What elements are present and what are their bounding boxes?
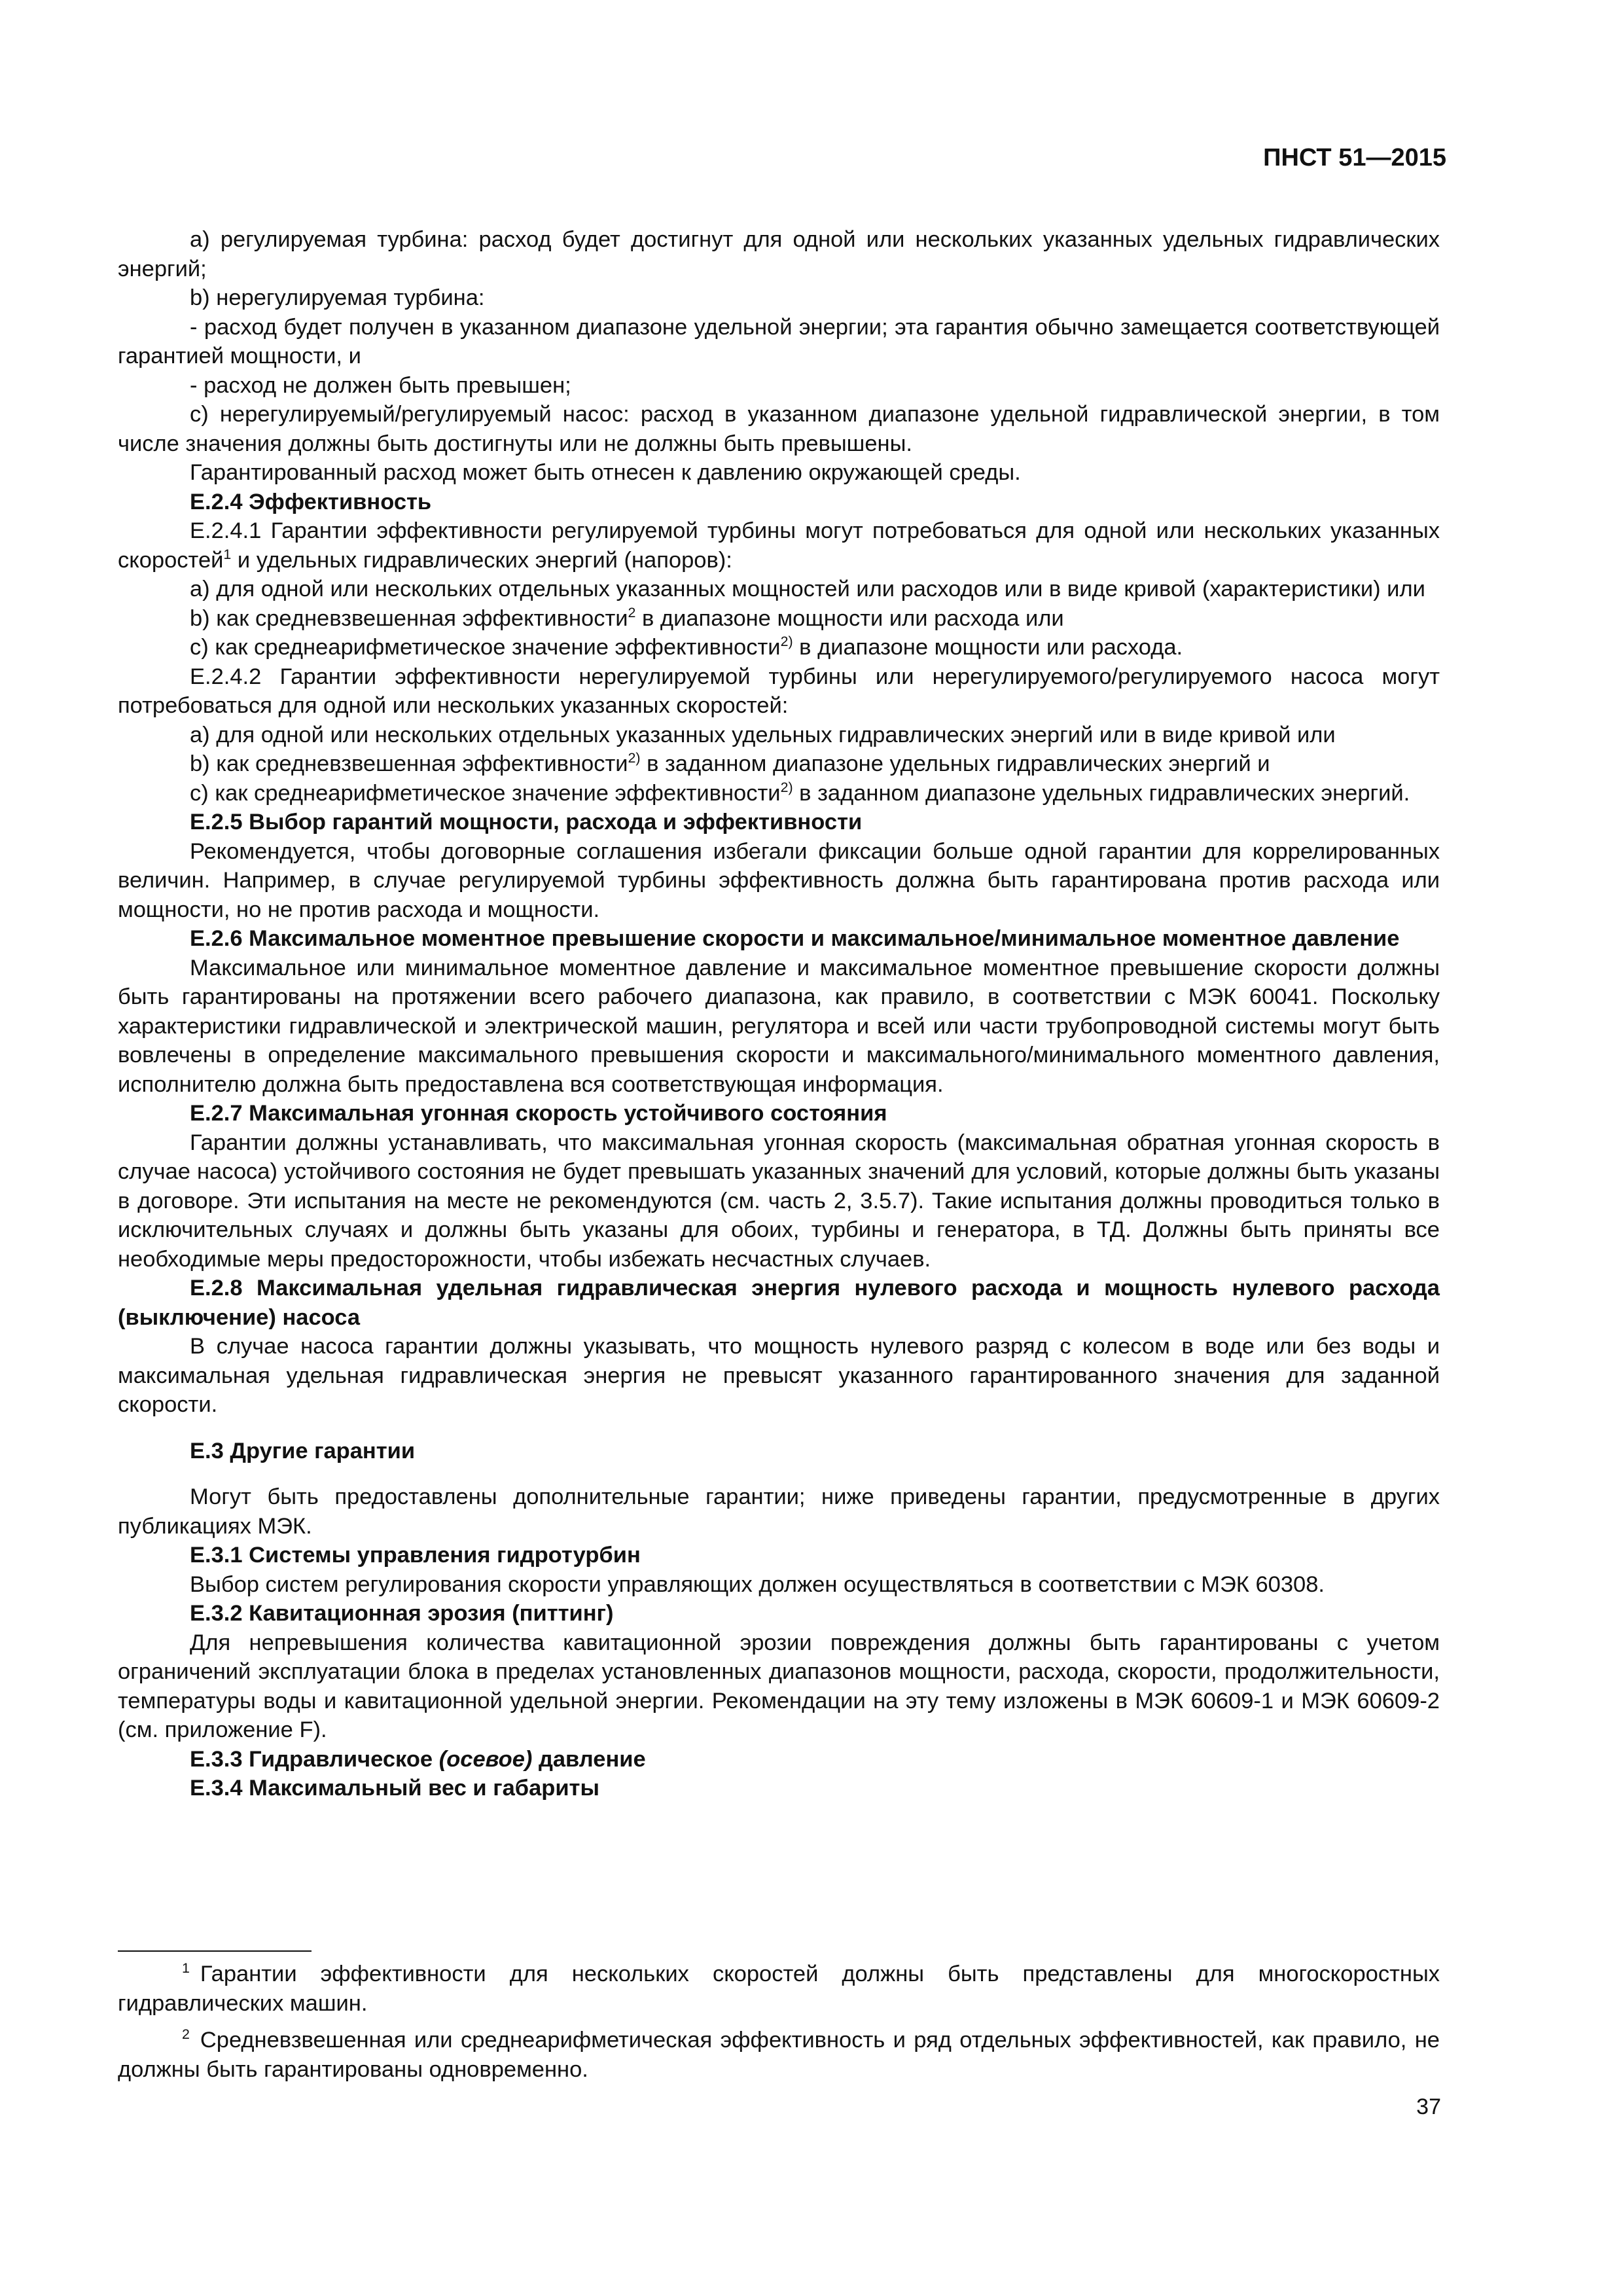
section-heading: Е.3.1 Системы управления гидротурбин (190, 1543, 641, 1568)
paragraph: Максимальное или минимальное моментное давление и максимальное моментное превышение скорости должны быть гарантированы на протяжении всего рабочего диапазона, как правило, в соответствии с МЭК 60041. Поскольку характеристики гидравлической и электрической машин, регулятора и всей или части трубопроводной системы могут быть вовлечены в определение максимального превышения скорости и максимального/минимального моментного давления, исполнителю должна быть предоставлена вся соответствующая информация. (118, 955, 1440, 1097)
footnote-mark: 2 (182, 2026, 190, 2043)
page-number: 37 (1416, 2094, 1441, 2119)
paragraph (118, 749, 1440, 779)
footnote-mark: 1 (182, 1960, 190, 1977)
paragraph (118, 604, 1440, 634)
paragraph (118, 633, 1440, 662)
text-run: b) как средневзвешенная эффективности (190, 605, 628, 631)
section-heading: Е.2.4 Эффективность (190, 489, 432, 514)
paragraph (118, 516, 1440, 575)
section-heading: Е.3.2 Кавитационная эрозия (питтинг) (190, 1601, 614, 1626)
footnote-text: Средневзвешенная или среднеарифметическая эффективность и ряд отдельных эффективностей, как правило, не должны быть гарантированы одновременно. (118, 2028, 1440, 2082)
footnote-ref: 2 (628, 604, 636, 620)
text-run: и удельных гидравлических энергий (напоров): (231, 547, 732, 573)
text-run: в заданном диапазоне удельных гидравлических энергий и (640, 751, 1270, 776)
paragraph: Е.2.4.2 Гарантии эффективности нерегулируемой турбины или нерегулируемого/регулируемого насоса могут потребоваться для одной или нескольких указанных скоростей: (118, 664, 1440, 718)
footnote (118, 2026, 1440, 2084)
paragraph: В случае насоса гарантии должны указывать, что мощность нулевого разряд с колесом в воде или без воды и максимальная удельная гидравлическая энергия не превысят указанного гарантированного значения для заданной скорости. (118, 1334, 1440, 1417)
section-heading (118, 1745, 1440, 1774)
paragraph: а) для одной или нескольких отдельных указанных удельных гидравлических энергий или в виде кривой или (190, 722, 1336, 747)
text-run: в диапазоне мощности или расхода или (635, 605, 1064, 631)
footnote-ref: 1 (223, 546, 232, 562)
footnotes (118, 1960, 1440, 2092)
section-heading: Е.3.4 Максимальный вес и габариты (190, 1776, 599, 1801)
footnote-separator (118, 1950, 312, 1952)
paragraph: а) для одной или нескольких отдельных указанных мощностей или расходов или в виде кривой (характеристики) или (190, 577, 1425, 601)
section-heading: Е.2.7 Максимальная угонная скорость устойчивого состояния (190, 1101, 887, 1126)
footnote-ref: 2) (628, 750, 641, 766)
text-run: давление (532, 1746, 646, 1772)
paragraph: c) нерегулируемый/регулируемый насос: расход в указанном диапазоне удельной гидравлической энергии, в том числе значения должны быть достигнуты или не должны быть превышены. (118, 402, 1440, 456)
paragraph (118, 779, 1440, 808)
paragraph: - расход не должен быть превышен; (190, 372, 571, 398)
paragraph: а) регулируемая турбина: расход будет достигнут для одной или нескольких указанных удельных гидравлических энергий; (118, 227, 1440, 281)
footnote-ref: 2) (780, 779, 793, 795)
paragraph: Рекомендуется, чтобы договорные соглашения избегали фиксации больше одной гарантии для коррелированных величин. Например, в случае регулируемой турбины эффективность должна быть гарантирована против расхода или мощности, но не против расхода и мощности. (118, 838, 1440, 922)
section-heading: Е.2.8 Максимальная удельная гидравлическая энергия нулевого расхода и мощность нулевого расхода (выключение) насоса (118, 1276, 1440, 1330)
text-run: c) как среднеарифметическое значение эффективности (190, 635, 781, 660)
text-run: c) как среднеарифметическое значение эффективности (190, 780, 781, 806)
document-body (118, 225, 1440, 1803)
footnote-ref: 2) (780, 634, 793, 650)
footnote (118, 1960, 1440, 2018)
footnote-text: Гарантии эффективности для нескольких скоростей должны быть представлены для многоскоростных гидравлических машин. (118, 1962, 1440, 2016)
section-heading: Е.2.6 Максимальное моментное превышение скорости и максимальное/минимальное моментное давление (190, 926, 1400, 951)
section-heading: Е.2.5 Выбор гарантий мощности, расхода и эффективности (190, 810, 863, 834)
text-run: в заданном диапазоне удельных гидравлических энергий. (793, 780, 1410, 806)
paragraph: Гарантированный расход может быть отнесен к давлению окружающей среды. (190, 460, 1021, 485)
paragraph: - расход будет получен в указанном диапазоне удельной энергии; эта гарантия обычно замещается соответствующей гарантией мощности, и (118, 314, 1440, 368)
paragraph: Гарантии должны устанавливать, что максимальная угонная скорость (максимальная обратная угонная скорость в случае насоса) устойчивого состояния не будет превышать указанных значений для условий, которые должны быть указаны в договоре. Эти испытания на месте не рекомендуются (см. часть 2, 3.5.7). Такие испытания должны проводиться только в исключительных случаях и должны быть указаны для обоих, турбины и генератора, в ТД. Должны быть приняты все необходимые меры предосторожности, чтобы избежать несчастных случаев. (118, 1130, 1440, 1272)
text-run-italic: (осевое) (438, 1746, 533, 1772)
paragraph: Могут быть предоставлены дополнительные гарантии; ниже приведены гарантии, предусмотренные в других публикациях МЭК. (118, 1484, 1440, 1539)
section-heading: Е.3 Другие гарантии (190, 1438, 416, 1463)
paragraph: Для непревышения количества кавитационной эрозии повреждения должны быть гарантированы с учетом ограничений эксплуатации блока в пределах установленных диапазонов мощности, расхода, скорости, продолжительности, температуры воды и кавитационной удельной энергии. Рекомендации на эту тему изложены в МЭК 60609-1 и МЭК 60609-2 (см. приложение F). (118, 1630, 1440, 1742)
text-run: Е.3.3 Гидравлическое (190, 1746, 439, 1772)
standard-code: ПНСТ 51—2015 (1263, 144, 1446, 171)
paragraph: b) нерегулируемая турбина: (190, 285, 485, 310)
paragraph: Выбор систем регулирования скорости управляющих должен осуществляться в соответствии с МЭК 60308. (190, 1571, 1325, 1597)
text-run: в диапазоне мощности или расхода. (793, 635, 1183, 660)
text-run: b) как средневзвешенная эффективности (190, 751, 628, 776)
text-run: Е.2.4.1 Гарантии эффективности регулируемой турбины могут потребоваться для одной или нескольких указанных скоростей (118, 518, 1440, 573)
